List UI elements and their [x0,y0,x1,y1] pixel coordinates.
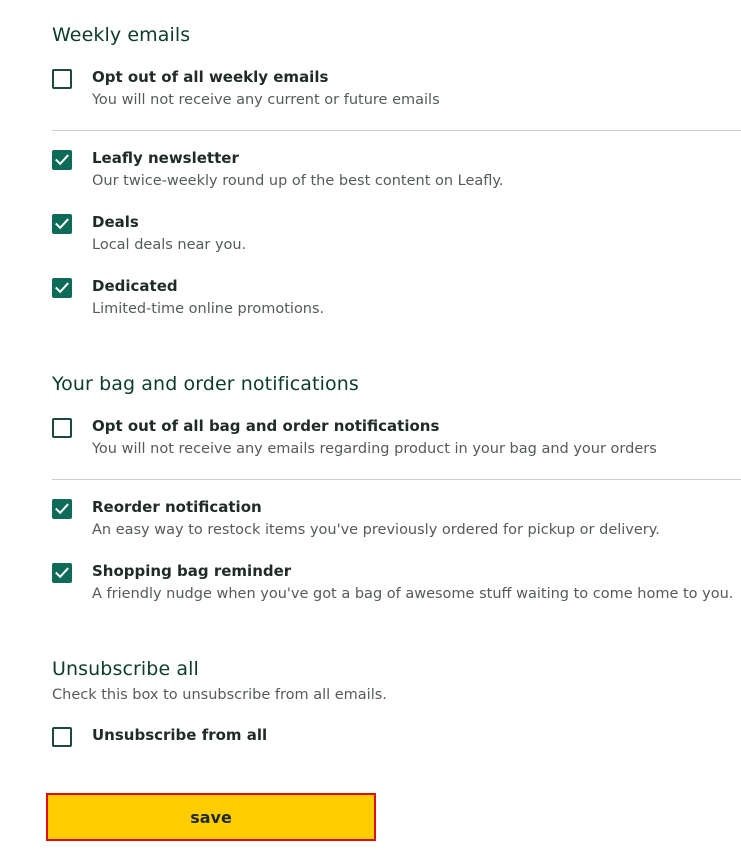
checkmark-icon [55,567,69,579]
unsubscribe-from-all-label: Unsubscribe from all [92,726,268,744]
leafly-newsletter-option[interactable] [52,150,741,200]
shopping-bag-reminder-option[interactable] [52,563,741,613]
checkmark-icon [55,503,69,515]
opt-out-weekly-checkbox[interactable] [52,69,72,89]
deals-option[interactable] [52,214,741,264]
opt-out-weekly-option[interactable] [52,69,741,119]
leafly-newsletter-checkbox[interactable] [52,150,72,170]
reorder-notification-label: Reorder notification [92,498,262,516]
opt-out-weekly-label: Opt out of all weekly emails [92,68,329,86]
shopping-bag-reminder-description: A friendly nudge when you've got a bag of awesome stuff waiting to come home to you. [92,586,734,602]
deals-label: Deals [92,213,139,231]
checkmark-icon [55,218,69,230]
deals-checkbox[interactable] [52,214,72,234]
weekly-divider [52,130,741,131]
unsubscribe-from-all-checkbox[interactable] [52,727,72,747]
reorder-notification-checkbox[interactable] [52,499,72,519]
unsubscribe-all-subtitle: Check this box to unsubscribe from all emails. [52,687,387,703]
bag-notifications-heading: Your bag and order notifications [52,373,359,395]
dedicated-label: Dedicated [92,277,178,295]
leafly-newsletter-label: Leafly newsletter [92,149,239,167]
unsubscribe-all-heading: Unsubscribe all [52,658,199,680]
opt-out-bag-description: You will not receive any emails regarding product in your bag and your orders [92,441,657,457]
dedicated-option[interactable] [52,278,741,328]
opt-out-bag-label: Opt out of all bag and order notifications [92,417,440,435]
shopping-bag-reminder-checkbox[interactable] [52,563,72,583]
checkmark-icon [55,154,69,166]
opt-out-weekly-description: You will not receive any current or future emails [92,92,440,108]
reorder-notification-description: An easy way to restock items you've previously ordered for pickup or delivery. [92,522,660,538]
checkmark-icon [55,282,69,294]
save-button-highlight [46,793,376,841]
weekly-emails-heading: Weekly emails [52,24,191,46]
bag-divider [52,479,741,480]
dedicated-description: Limited-time online promotions. [92,301,325,317]
shopping-bag-reminder-label: Shopping bag reminder [92,562,292,580]
opt-out-bag-option[interactable] [52,418,741,468]
save-button[interactable]: save [48,795,374,839]
deals-description: Local deals near you. [92,237,247,253]
leafly-newsletter-description: Our twice-weekly round up of the best content on Leafly. [92,173,504,189]
opt-out-bag-checkbox[interactable] [52,418,72,438]
reorder-notification-option[interactable] [52,499,741,549]
dedicated-checkbox[interactable] [52,278,72,298]
unsubscribe-from-all-option[interactable] [52,727,741,777]
